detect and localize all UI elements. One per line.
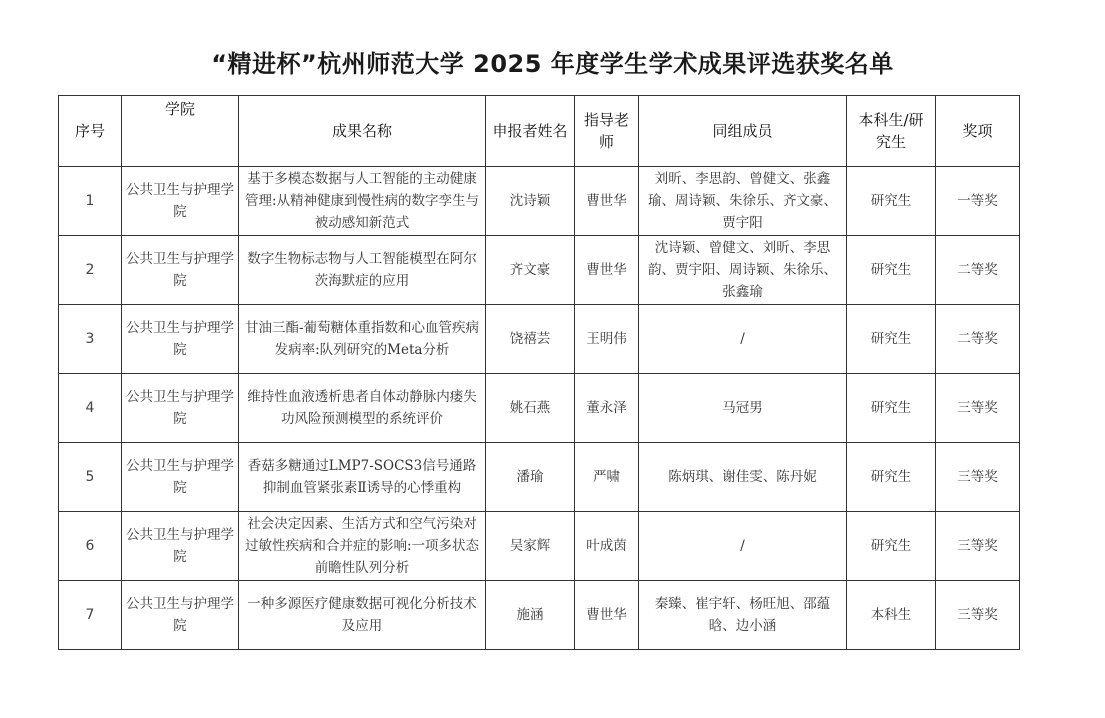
cell-college: 公共卫生与护理学院 bbox=[122, 374, 239, 443]
cell-college: 公共卫生与护理学院 bbox=[122, 443, 239, 512]
cell-members: 马冠男 bbox=[639, 374, 847, 443]
awards-table bbox=[58, 95, 1020, 650]
cell-achievement: 数字生物标志物与人工智能模型在阿尔茨海默症的应用 bbox=[239, 236, 486, 305]
header-advisor: 指导老师 bbox=[575, 96, 639, 167]
cell-achievement: 一种多源医疗健康数据可视化分析技术及应用 bbox=[239, 581, 486, 650]
cell-advisor: 严啸 bbox=[575, 443, 639, 512]
cell-applicant: 姚石燕 bbox=[486, 374, 575, 443]
header-level: 本科生/研究生 bbox=[847, 96, 936, 167]
header-members: 同组成员 bbox=[639, 96, 847, 167]
cell-level: 本科生 bbox=[847, 581, 936, 650]
cell-award: 三等奖 bbox=[936, 443, 1020, 512]
cell-no: 5 bbox=[59, 443, 122, 512]
cell-level: 研究生 bbox=[847, 443, 936, 512]
cell-award: 一等奖 bbox=[936, 167, 1020, 236]
cell-college: 公共卫生与护理学院 bbox=[122, 512, 239, 581]
cell-level: 研究生 bbox=[847, 512, 936, 581]
cell-award: 三等奖 bbox=[936, 374, 1020, 443]
table-row bbox=[59, 167, 1020, 236]
header-award: 奖项 bbox=[936, 96, 1020, 167]
table-row bbox=[59, 581, 1020, 650]
cell-applicant: 潘瑜 bbox=[486, 443, 575, 512]
cell-no: 6 bbox=[59, 512, 122, 581]
cell-members: 秦臻、崔宇轩、杨旺旭、邵蕴晗、边小涵 bbox=[639, 581, 847, 650]
table-body bbox=[59, 167, 1020, 650]
cell-achievement: 维持性血液透析患者自体动静脉内瘘失功风险预测模型的系统评价 bbox=[239, 374, 486, 443]
header-row bbox=[59, 96, 1020, 167]
table-row bbox=[59, 236, 1020, 305]
cell-members: / bbox=[639, 512, 847, 581]
cell-level: 研究生 bbox=[847, 167, 936, 236]
cell-award: 二等奖 bbox=[936, 305, 1020, 374]
cell-applicant: 施涵 bbox=[486, 581, 575, 650]
cell-award: 三等奖 bbox=[936, 512, 1020, 581]
cell-award: 三等奖 bbox=[936, 581, 1020, 650]
cell-members: 陈炳琪、谢佳雯、陈丹妮 bbox=[639, 443, 847, 512]
table-row bbox=[59, 374, 1020, 443]
cell-level: 研究生 bbox=[847, 236, 936, 305]
cell-members: 沈诗颖、曾健文、刘昕、李思韵、贾宇阳、周诗颖、朱徐乐、张鑫瑜 bbox=[639, 236, 847, 305]
cell-advisor: 王明伟 bbox=[575, 305, 639, 374]
header-college: 学院 bbox=[122, 96, 239, 167]
cell-advisor: 曹世华 bbox=[575, 236, 639, 305]
cell-achievement: 香菇多糖通过LMP7-SOCS3信号通路抑制血管紧张素Ⅱ诱导的心悸重构 bbox=[239, 443, 486, 512]
cell-members: 刘昕、李思韵、曾健文、张鑫瑜、周诗颖、朱徐乐、齐文豪、贾宇阳 bbox=[639, 167, 847, 236]
header-applicant: 申报者姓名 bbox=[486, 96, 575, 167]
cell-college: 公共卫生与护理学院 bbox=[122, 167, 239, 236]
table-header bbox=[59, 96, 1020, 167]
cell-no: 4 bbox=[59, 374, 122, 443]
header-no: 序号 bbox=[59, 96, 122, 167]
cell-achievement: 基于多模态数据与人工智能的主动健康管理:从精神健康到慢性病的数字孪生与被动感知新范式 bbox=[239, 167, 486, 236]
cell-applicant: 沈诗颖 bbox=[486, 167, 575, 236]
header-achievement: 成果名称 bbox=[239, 96, 486, 167]
cell-no: 2 bbox=[59, 236, 122, 305]
cell-achievement: 社会决定因素、生活方式和空气污染对过敏性疾病和合并症的影响:一项多状态前瞻性队列分析 bbox=[239, 512, 486, 581]
cell-achievement: 甘油三酯-葡萄糖体重指数和心血管疾病发病率:队列研究的Meta分析 bbox=[239, 305, 486, 374]
table-row bbox=[59, 512, 1020, 581]
cell-college: 公共卫生与护理学院 bbox=[122, 236, 239, 305]
cell-advisor: 曹世华 bbox=[575, 581, 639, 650]
cell-applicant: 吴家辉 bbox=[486, 512, 575, 581]
table-row bbox=[59, 443, 1020, 512]
cell-level: 研究生 bbox=[847, 305, 936, 374]
cell-applicant: 齐文豪 bbox=[486, 236, 575, 305]
cell-no: 7 bbox=[59, 581, 122, 650]
cell-college: 公共卫生与护理学院 bbox=[122, 581, 239, 650]
page-title: “精进杯”杭州师范大学 2025 年度学生学术成果评选获奖名单 bbox=[211, 50, 894, 78]
cell-advisor: 曹世华 bbox=[575, 167, 639, 236]
cell-no: 1 bbox=[59, 167, 122, 236]
cell-advisor: 叶成茵 bbox=[575, 512, 639, 581]
cell-award: 二等奖 bbox=[936, 236, 1020, 305]
table-row bbox=[59, 305, 1020, 374]
cell-level: 研究生 bbox=[847, 374, 936, 443]
cell-advisor: 董永泽 bbox=[575, 374, 639, 443]
cell-college: 公共卫生与护理学院 bbox=[122, 305, 239, 374]
cell-no: 3 bbox=[59, 305, 122, 374]
cell-members: / bbox=[639, 305, 847, 374]
cell-applicant: 饶禧芸 bbox=[486, 305, 575, 374]
